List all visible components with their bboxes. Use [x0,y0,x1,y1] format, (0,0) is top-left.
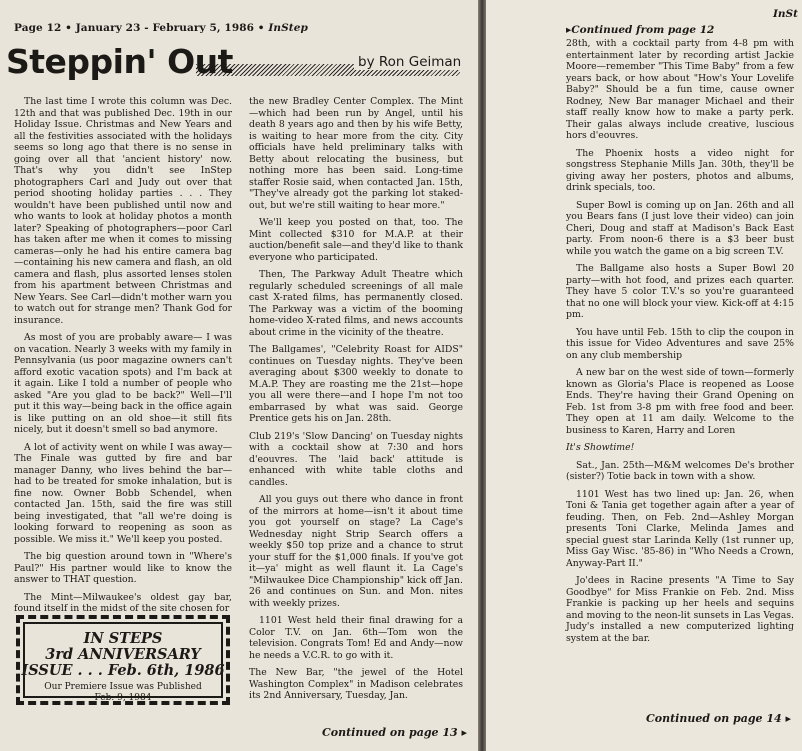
column-1 [14,96,232,621]
paragraph: The Phoenix hosts a video night for songstress Stephanie Mills Jan. 30th, they'll be giving away her posters, photos and albums, drink specials, too. [566,147,794,193]
paragraph: The Ballgame also hosts a Super Bowl 20 party—with hot food, and prizes each quarter. They have 5 color T.V.'s so you're guaranteed that no one will block your view. Kick-off at 4:15 pm. [566,263,794,320]
byline: by Ron Geiman [354,54,465,70]
anniversary-ad-box [16,615,230,705]
paragraph: 1101 West has two lined up: Jan. 26, when Toni & Tania get together again after a year of feuding. Then, on Feb. 2nd—Ashley Morgan presents Toni Clarke, Melinda James and special guest star Larinda Kelly (1st runner up, Miss Gay Wisc. '85-86) in "Who Needs a Crown, Anyway-Part II." [566,488,794,569]
publication-name: InStep [268,22,308,34]
column-title: Steppin' Out [6,42,233,81]
paragraph: The New Bar, "the jewel of the Hotel Washington Complex" in Madison celebrates its 2nd Anniversary, Tuesday, Jan. [249,667,463,701]
paragraph: A new bar on the west side of town—formerly known as Gloria's Place is reopened as Loose Ends. They're having their Grand Opening on Feb. 1st from 3-8 pm with free food and beer. They open at 11 am daily. Welcome to the business to Karen, Harry and Loren [566,367,794,436]
subheading: It's Showtime! [566,442,635,453]
paragraph: The big question around town in "Where's Paul?" His partner would like to know the answer to THAT question. [14,551,232,585]
binding-gutter [478,0,486,751]
paragraph: 28th, with a cocktail party from 4-8 pm with entertainment later by recording artist Jackie Moore—remember "This Time Baby" from a few years back, or how about "How's Your Lovelife Baby?" Should be a fun time, cause owner Rodney, New Bar manager Michael and their staff really know how to make a party perk. Their galas always include creative, luscious hors d'eouvres. [566,38,794,141]
paragraph: As most of you are probably aware— I was on vacation. Nearly 3 weeks with my family in Pennsylvania (us poor magazine owners can't afford exotic vacation spots) and I'm back at it again. Like I told a number of people who asked "Are you glad to be back?" Well—I'll put it this way—being back in the office again is like putting on an old shoe—it still fits nicely, but it doesn't smell so bad anymore. [14,332,232,435]
paragraph: The Mint—Milwaukee's oldest gay bar, found itself in the midst of the site chosen for [14,591,232,614]
continued-from-label: ▸Continued from page 12 [566,24,715,36]
paragraph: Club 219's 'Slow Dancing' on Tuesday nights with a cocktail show at 7:30 and hors d'eouvres. The 'laid back' attitude is enhanced with white table cloths and candles. [249,430,463,488]
header-text: Page 12 • January 23 - February 5, 1986 • [14,22,265,34]
paragraph: Sat., Jan. 25th—M&M welcomes De's brother (sister?) Totie back in town with a show. [566,459,794,482]
paragraph: The Ballgames', "Celebrity Roast for AIDS" continues on Tuesday nights. They've been averaging about $300 weekly to donate to M.A.P. They are roasting me the 21st—hope you all were there—and I hope I'm not too embarrased by what was said. George Prentice gets his on Jan. 28th. [249,344,463,424]
paragraph: The last time I wrote this column was Dec. 12th and that was published Dec. 19th in our Holiday Issue. Christmas and New Years and all the festivities associated with the holidays seems so long ago that there is no sense in going over all that 'ancient history' now. That's why you didn't see InStep photographers Carl and Judy out over that period shooting holiday parties . . . They wouldn't have been published until now and who wants to look at holiday photos a month later? Speaking of photographers—poor Carl has taken after me when it comes to missing cameras—only he had his entire camera bag—containing his new camera and flash, an old camera and flash, plus assorted lenses stolen from his apartment between Christmas and New Years. See Carl—didn't mother warn you to watch out for strange men? Thank God for insurance. [14,96,232,326]
paragraph: All you guys out there who dance in front of the mirrors at home—isn't it about time you got yourself on stage? La Cage's Wednesday night Strip Search offers a weekly $50 top prize and a chance to strut your stuff for the $1,000 finals. If you've got it—ya' might as well flaunt it. La Cage's "Milwaukee Dice Championship" kick off Jan. 26 and continues on Sun. and Mon. nites with weekly prizes. [249,494,463,609]
right-page [486,0,802,751]
paragraph: Jo'dees in Racine presents "A Time to Say Goodbye" for Miss Frankie on Feb. 2nd. Miss Frankie is packing up her heels and sequins and moving to the neon-lit sunsets in Las Vegas. Judy's installed a new computerized lighting system at the bar. [566,575,794,644]
ad-line: IN STEPS [83,630,163,647]
ad-line: ISSUE . . . Feb. 6th, 1986 [21,662,225,679]
paragraph: 1101 West held their final drawing for a Color T.V. on Jan. 6th—Tom won the television. Congrats Tom! Ed and Andy—now he needs a V.C.R. to go with it. [249,615,463,661]
paragraph: A lot of activity went on while I was away—The Finale was gutted by fire and bar manager Danny, who lives behind the bar—had to be treated for smoke inhalation, but is fine now. Owner Bobb Schendel, when contacted Jan. 15th, said the fire was still being investigated, that "all we're doing is looking forward to reopening as soon as possible. We miss it." We'll keep you posted. [14,441,232,545]
ad-line: Our Premiere Issue was Published [44,682,202,692]
paragraph: We'll keep you posted on that, too. The Mint collected $310 for M.A.P. at their auction/benefit sale—and they'd like to thank everyone who participated. [249,217,463,263]
continued-on-label: Continued on page 14 ▸ [646,712,792,725]
page-header: InSt [773,8,798,20]
paragraph: Then, The Parkway Adult Theatre which regularly scheduled screenings of all male cast X-rated films, has permanently closed. The Parkway was a victim of the booming home-video X-rated films, and news accounts about crime in the vicinity of the theatre. [249,269,463,338]
paragraph: Super Bowl is coming up on Jan. 26th and all you Bears fans (I just love their video) can join Cheri, Doug and staff at Madison's Back East party. From noon-6 there is a $3 beer bust while you watch the game on a big screen T.V. [566,199,794,257]
ad-line: Feb. 9, 1984 [94,693,152,703]
continued-on-label: Continued on page 13 ▸ [322,726,468,739]
ad-line: 3rd ANNIVERSARY [45,646,201,663]
column-2 [249,96,463,708]
column-3 [566,38,794,650]
paragraph: the new Bradley Center Complex. The Mint—which had been run by Angel, until his death 8 years ago and then by his wife Betty, is waiting to hear more from the city. City officials have held preliminary talks with Betty about relocating the business, but nothing more has been said. Long-time staffer Rosie said, when contacted Jan. 15th, "They've already got the parking lot staked-out, but we're still waiting to hear more." [249,96,463,211]
paragraph: You have until Feb. 15th to clip the coupon in this issue for Video Adventures and save 25% on any club membership [566,326,794,361]
page-header [14,22,308,34]
